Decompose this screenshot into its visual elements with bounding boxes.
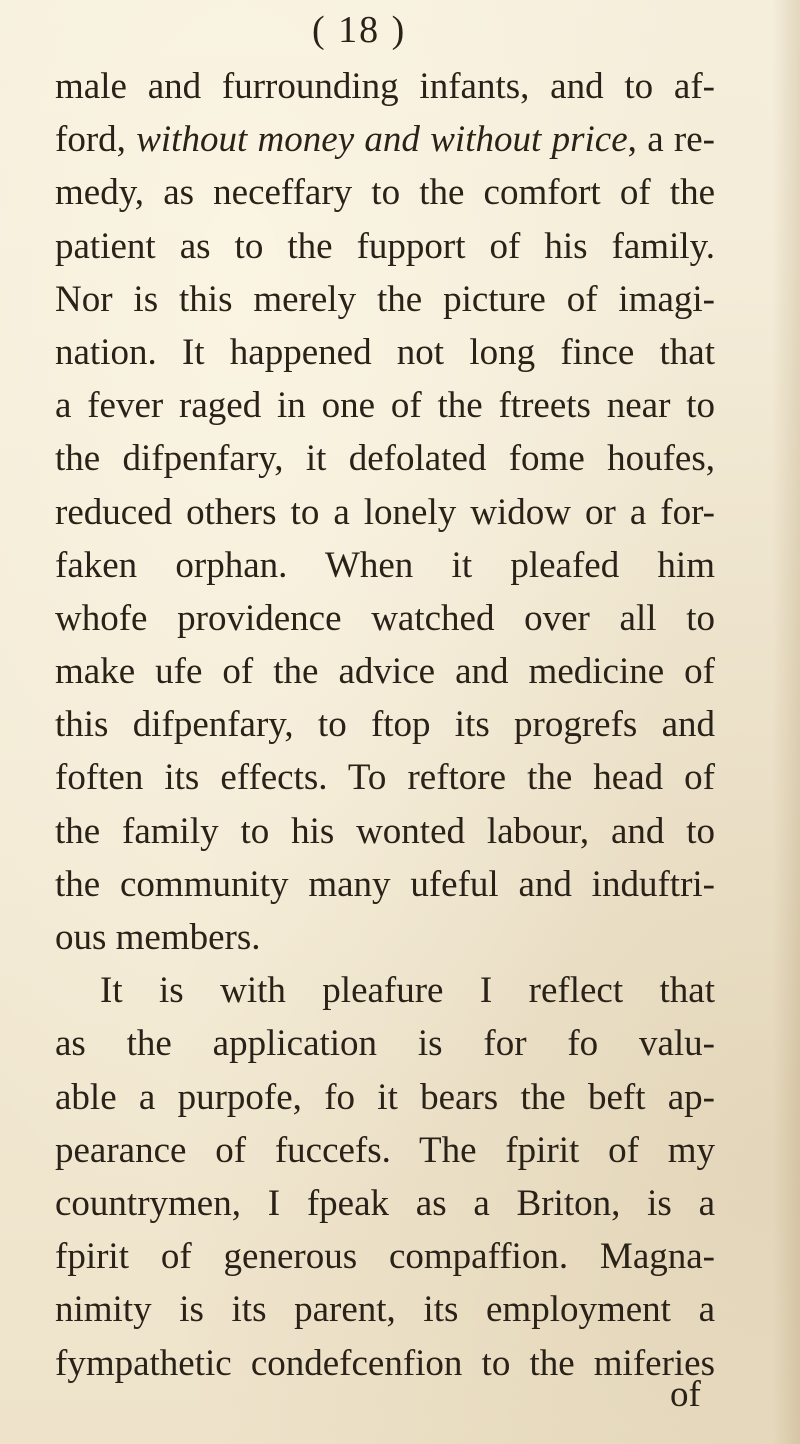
body-text xyxy=(55,60,715,1390)
italic-phrase: without money and without price xyxy=(136,119,628,161)
text-line: countrymen, I fpeak as a Briton, is a xyxy=(55,1182,715,1224)
text-line: this difpenfary, to ftop its progrefs and xyxy=(55,704,715,746)
text-line: able a purpofe, fo it bears the beft ap- xyxy=(55,1076,715,1118)
text-line: ford, without money and without price, a re- xyxy=(55,119,715,161)
text-line: reduced others to a lonely widow or a for- xyxy=(55,491,715,533)
page-number: ( 18 ) xyxy=(312,9,407,51)
page-edge-shadow xyxy=(772,0,800,1444)
text-line: male and furrounding infants, and to af- xyxy=(55,66,715,107)
text-line: patient as to the fupport of his family. xyxy=(55,225,715,267)
text-line: fpirit of generous compaffion. Magna- xyxy=(55,1236,715,1278)
text-line: the difpenfary, it defolated fome houfes, xyxy=(55,438,715,480)
text-line: Nor is this merely the picture of imagi- xyxy=(55,278,715,320)
text-line: the community many ufeful and induftri- xyxy=(55,863,715,905)
text-line: as the application is for fo valu- xyxy=(55,1023,715,1065)
text-line: faken orphan. When it pleafed him xyxy=(55,544,715,586)
text-line-paragraph-start: It is with pleafure I reflect that xyxy=(100,970,715,1012)
text-line: foften its effects. To reftore the head of xyxy=(55,757,715,799)
text-line: the family to his wonted labour, and to xyxy=(55,810,715,852)
text-line: a fever raged in one of the ftreets near to xyxy=(55,385,715,427)
text-line: nimity is its parent, its employment a xyxy=(55,1289,715,1331)
text-line: medy, as neceffary to the comfort of the xyxy=(55,172,715,214)
catchword: of xyxy=(670,1374,701,1415)
text-line: fympathetic condefcenfion to the miferies xyxy=(55,1342,715,1384)
text-line: nation. It happened not long fince that xyxy=(55,331,715,373)
text-line: ous members. xyxy=(55,917,261,958)
text-line: whofe providence watched over all to xyxy=(55,597,715,639)
text-line: pearance of fuccefs. The fpirit of my xyxy=(55,1129,715,1171)
text-line: make ufe of the advice and medicine of xyxy=(55,651,715,693)
